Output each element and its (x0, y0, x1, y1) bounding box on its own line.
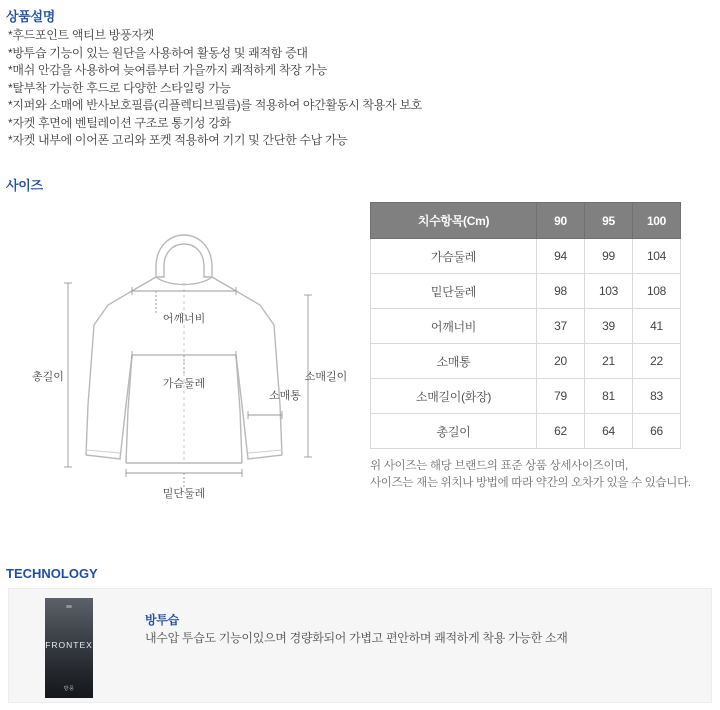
description-line: *자켓 후면에 벤틸레이션 구조로 통기성 강화 (8, 115, 231, 130)
table-row-label: 총길이 (371, 414, 537, 449)
size-section-title: 사이즈 (6, 178, 43, 193)
table-cell: 104 (633, 239, 681, 274)
size-table (370, 202, 681, 449)
technology-section-title: TECHNOLOGY (6, 566, 98, 581)
description-line: *후드포인트 액티브 방풍자켓 (8, 28, 154, 42)
description-line: *탈부착 가능한 후드로 다양한 스타일링 가능 (8, 80, 231, 95)
table-row-label: 가슴둘레 (371, 239, 537, 274)
table-row (371, 309, 681, 344)
table-cell: 81 (585, 379, 633, 414)
table-cell: 41 (633, 309, 681, 344)
table-row (371, 239, 681, 274)
table-header-cell: 100 (633, 203, 681, 239)
table-row-label: 밑단둘레 (371, 274, 537, 309)
jacket-size-diagram (8, 205, 358, 505)
table-header-row (371, 203, 681, 239)
size-table-body (371, 239, 681, 449)
diagram-label-chest: 가슴둘레 (162, 378, 206, 390)
technology-item-name: 방투습 (145, 613, 179, 627)
size-note-line: 사이즈는 재는 위치나 방법에 따라 약간의 오차가 있을 수 있습니다. (370, 477, 691, 489)
tag-hole-icon (66, 605, 72, 608)
table-cell: 62 (537, 414, 585, 449)
diagram-label-total-length: 총길이 (32, 371, 64, 383)
technology-thumb-sub: 방풍 (63, 686, 75, 692)
technology-thumbnail (45, 598, 93, 698)
technology-item-description: 내수압 투습도 기능이있으며 경량화되어 가볍고 편안하며 쾌적하게 착용 가능한 소재 (145, 631, 568, 645)
description-line: *지퍼와 소매에 반사보호필름(리플렉티브필름)를 적용하여 야간활동시 착용자 보호 (8, 98, 422, 112)
table-row (371, 274, 681, 309)
table-header-cell: 95 (585, 203, 633, 239)
table-cell: 21 (585, 344, 633, 379)
size-note (370, 458, 700, 492)
technology-thumb-brand: FRONTEX (45, 640, 93, 650)
table-cell: 22 (633, 344, 681, 379)
description-line: *자켓 내부에 이어폰 고리와 포켓 적용하여 기기 및 간단한 수납 가능 (8, 133, 348, 147)
table-row-label: 소매길이(화장) (371, 379, 537, 414)
table-cell: 66 (633, 414, 681, 449)
table-cell: 83 (633, 379, 681, 414)
size-table-head (371, 203, 681, 239)
description-section-title: 상품설명 (6, 9, 56, 24)
table-header-cell: 치수항목(Cm) (371, 203, 537, 239)
size-table-wrap (370, 202, 680, 449)
table-cell: 39 (585, 309, 633, 344)
table-cell: 99 (585, 239, 633, 274)
diagram-label-hem: 밑단둘레 (162, 488, 206, 500)
table-row (371, 379, 681, 414)
description-line: *매쉬 안감을 사용하여 늦여름부터 가을까지 쾌적하게 착장 가능 (8, 63, 328, 77)
description-line: *방투습 기능이 있는 원단을 사용하여 활동성 및 쾌적함 증대 (8, 45, 308, 60)
diagram-label-sleeve-width: 소매통 (269, 390, 301, 402)
table-row (371, 344, 681, 379)
table-row-label: 어깨너비 (371, 309, 537, 344)
table-cell: 37 (537, 309, 585, 344)
table-cell: 103 (585, 274, 633, 309)
table-row (371, 414, 681, 449)
table-header-cell: 90 (537, 203, 585, 239)
table-cell: 94 (537, 239, 585, 274)
table-cell: 108 (633, 274, 681, 309)
table-cell: 64 (585, 414, 633, 449)
table-cell: 79 (537, 379, 585, 414)
table-cell: 20 (537, 344, 585, 379)
size-note-line: 위 사이즈는 해당 브랜드의 표준 상품 상세사이즈이며, (370, 460, 629, 472)
diagram-label-sleeve-length: 소매길이 (304, 371, 348, 383)
table-cell: 98 (537, 274, 585, 309)
table-row-label: 소매통 (371, 344, 537, 379)
diagram-label-shoulder: 어깨너비 (162, 313, 206, 325)
description-list (8, 27, 708, 150)
